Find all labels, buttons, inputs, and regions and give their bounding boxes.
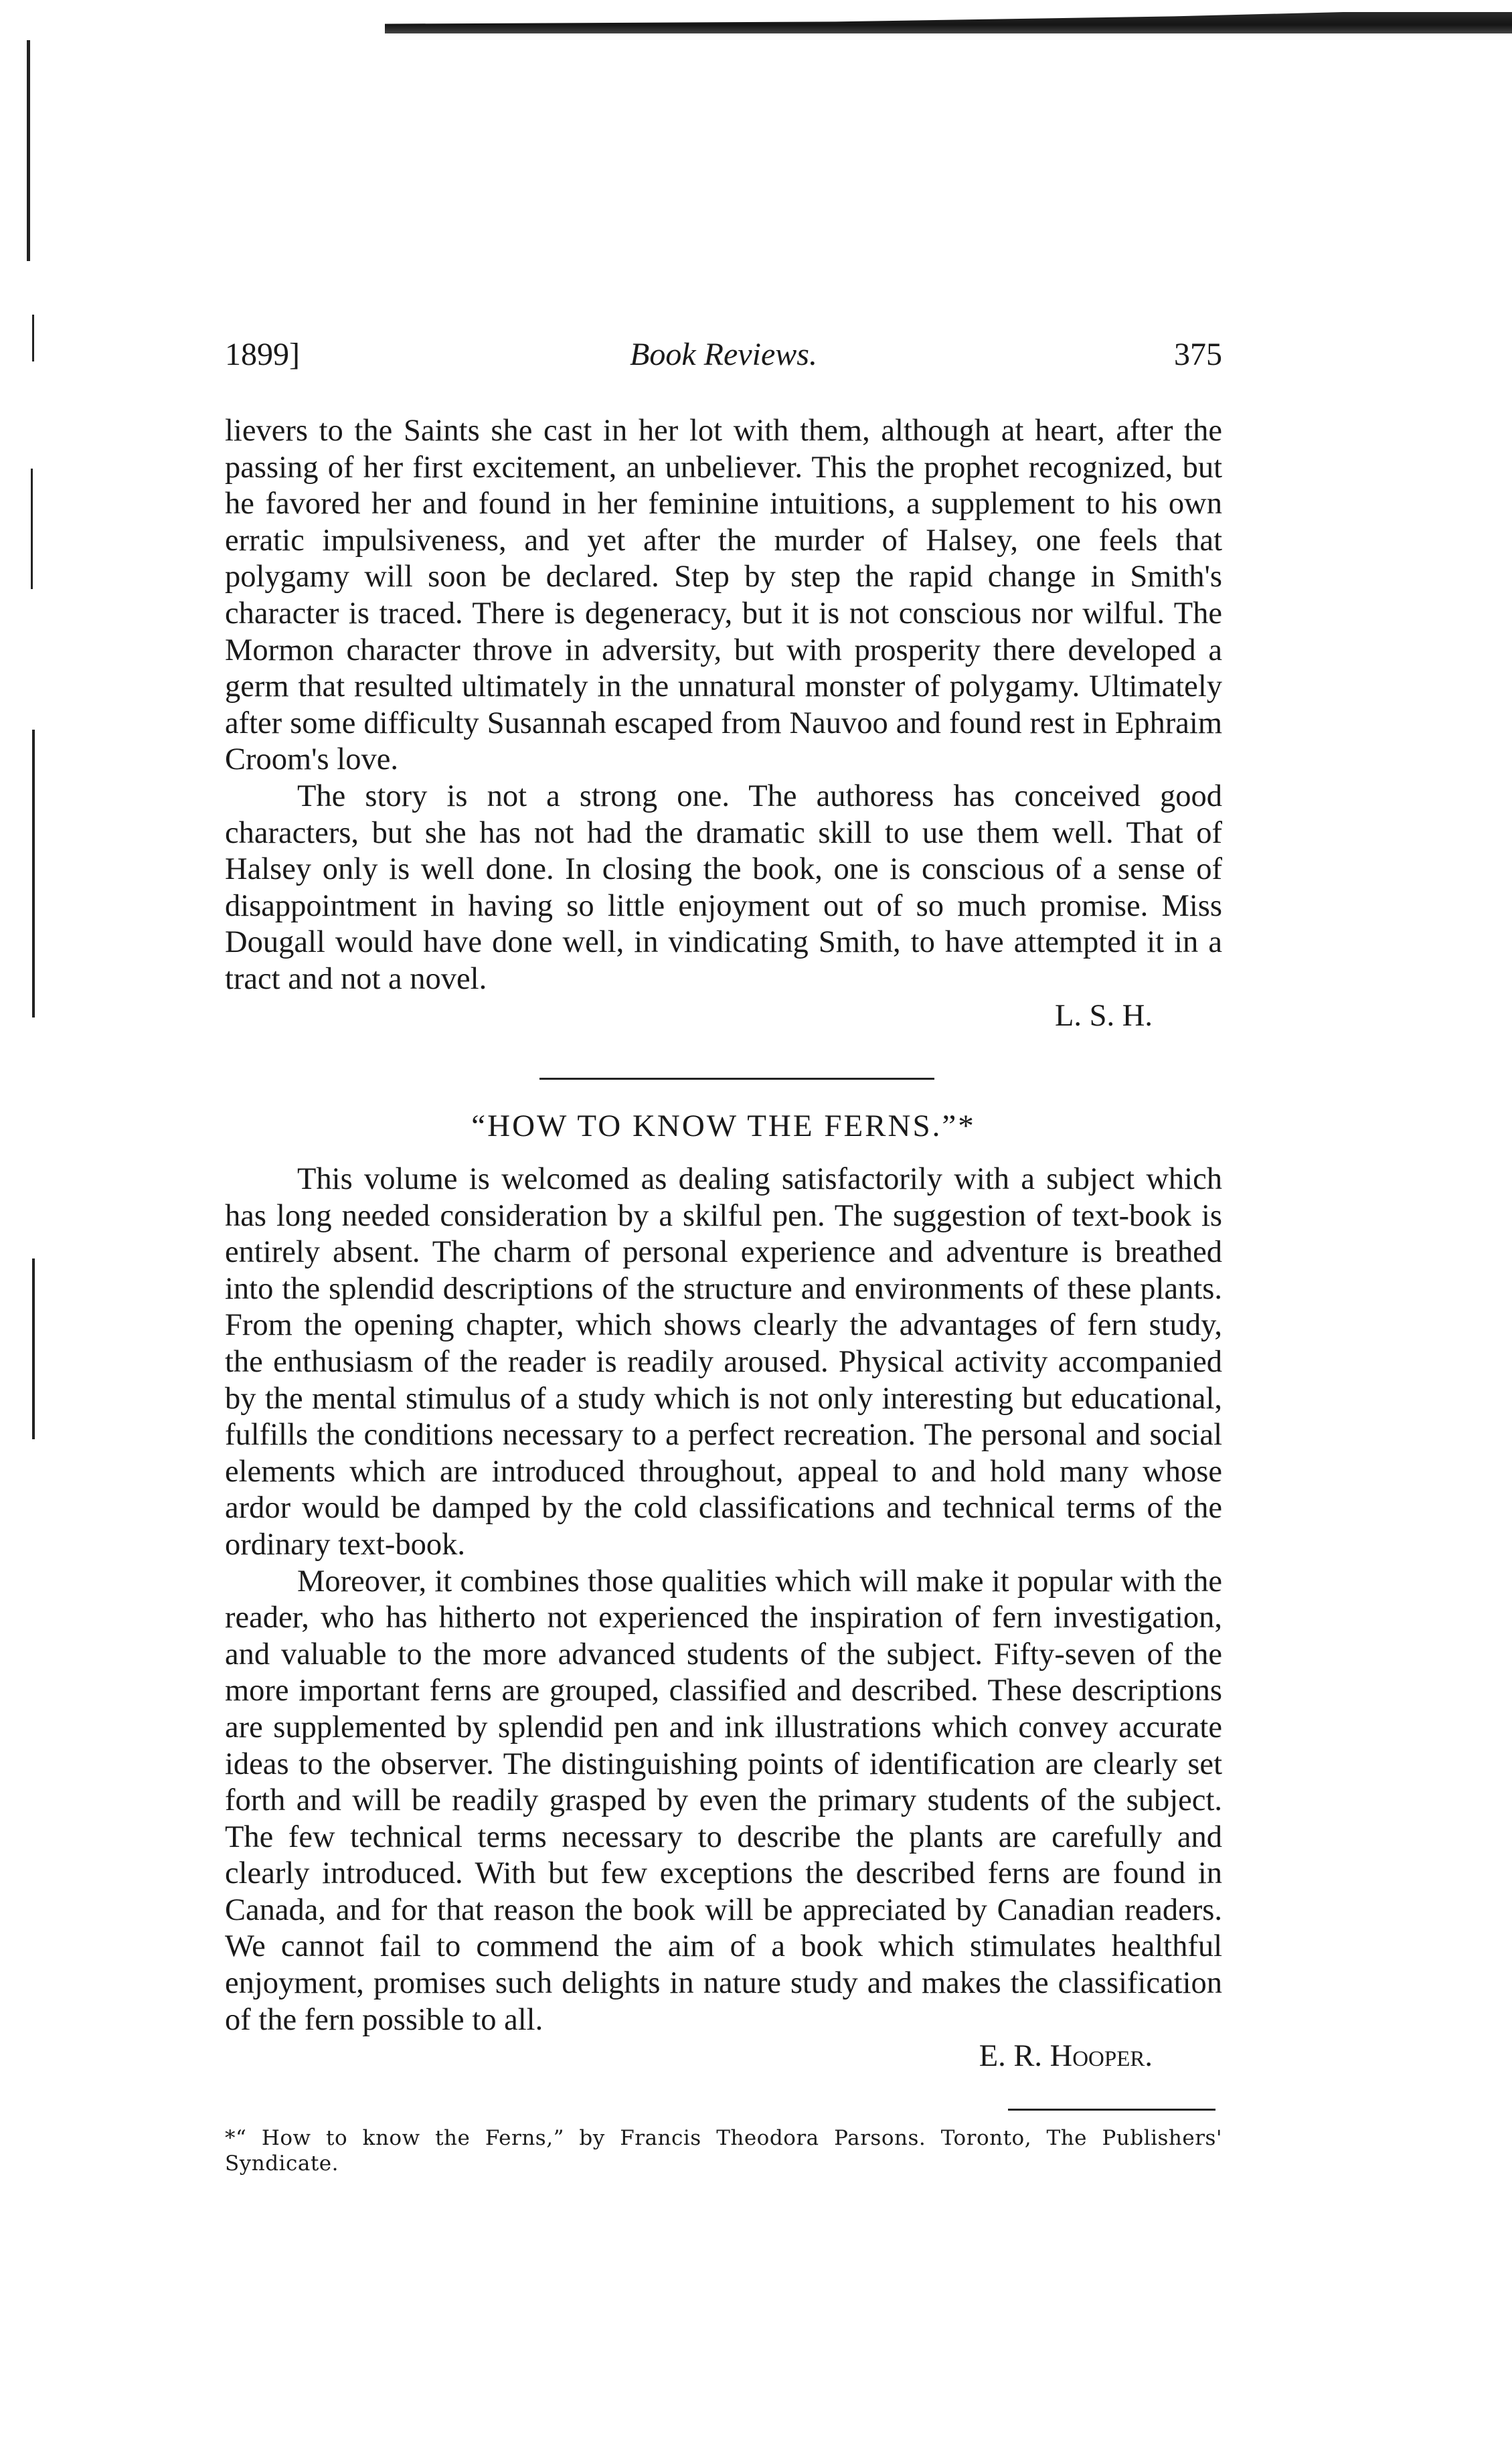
- margin-mark: [27, 40, 30, 261]
- running-head-title: Book Reviews.: [630, 337, 817, 372]
- paragraph: The story is not a strong one. The authoress has conceived good characters, but she has not had the dramatic skill to use them well. That of Halsey only is well done. In closing the book, one is conscious of a sense of disappointment in having so little enjoyment out of so much promise. Miss Dougall would have done well, in vindicating Smith, to have attempted it in a tract and not a novel.: [225, 779, 1222, 996]
- paragraph: Moreover, it combines those qualities which will make it popular with the reader, who has hitherto not experienced the inspiration of fern investigation, and valuable to the more advanced students of the subject. Fifty-seven of the more important ferns are grouped, classified and described. These descriptions are supplemented by splendid pen and ink illustrations which convey accurate ideas to the observer. The distinguishing points of identification are clearly set forth and will be readily grasped by even the primary students of the subject. The few technical terms necessary to describe the plants are carefully and clearly introduced. With but few exceptions the described ferns are found in Canada, and for that reason the book will be appreciated by Canadian readers. We cannot fail to commend the aim of a book which stimulates healthful enjoyment, promises such delights in nature study and makes the classification of the fern possible to all.: [225, 1564, 1222, 2037]
- paragraph: This volume is welcomed as dealing satisfactorily with a subject which has long needed consideration by a skilful pen. The suggestion of text-book is entirely absent. The charm of personal experience and adventure is breathed into the splendid descriptions of the structure and environments of these plants. From the opening chapter, which shows clearly the advantages of fern study, the enthusiasm of the reader is readily aroused. Physical activity accompanied by the mental stimulus of a study which is not only interesting but educational, fulfills the conditions necessary to a perfect recreation. The personal and social elements which are introduced throughout, appeal to and hold many whose ardor would be damped by the cold classifications and technical terms of the ordinary text-book.: [225, 1162, 1222, 1562]
- margin-mark: [31, 469, 33, 589]
- review-continuation: [225, 413, 1222, 1034]
- reviewer-signature-text: E. R. Hooper.: [979, 2039, 1153, 2074]
- margin-mark: [32, 1258, 35, 1439]
- footnote: *“ How to know the Ferns,” by Francis Theodora Parsons. Toronto, The Publishers' Syndicate.: [225, 2126, 1222, 2176]
- margin-mark: [32, 730, 35, 1018]
- review-ferns: [225, 1161, 1222, 2075]
- page-number: 375: [1174, 337, 1222, 372]
- footnote-rule: [1008, 2109, 1215, 2111]
- running-head: [225, 336, 1222, 383]
- margin-mark: [32, 315, 34, 361]
- section-divider: [539, 1078, 934, 1080]
- paragraph: lievers to the Saints she cast in her lot with them, although at heart, after the passing of her first excitement, an unbeliever. This the prophet recognized, but he favored her and found in her feminine intuitions, a supplement to his own erratic impulsiveness, and yet after the murder of Halsey, one feels that polygamy will soon be declared. Step by step the rapid change in Smith's character is traced. There is degeneracy, but it is not conscious nor wilful. The Mormon character throve in adversity, but with prosperity there developed a germ that resulted ultimately in the unnatural monster of polygamy. Ultimately after some difficulty Susannah escaped from Nauvoo and found rest in Ephraim Croom's love.: [225, 414, 1222, 777]
- top-edge-rule: [385, 12, 1512, 33]
- reviewer-signature: L. S. H.: [1055, 998, 1153, 1033]
- running-head-year: 1899]: [225, 337, 300, 372]
- review-title: “HOW TO KNOW THE FERNS.”*: [471, 1109, 976, 1143]
- reviewer-signature: [225, 2038, 1153, 2075]
